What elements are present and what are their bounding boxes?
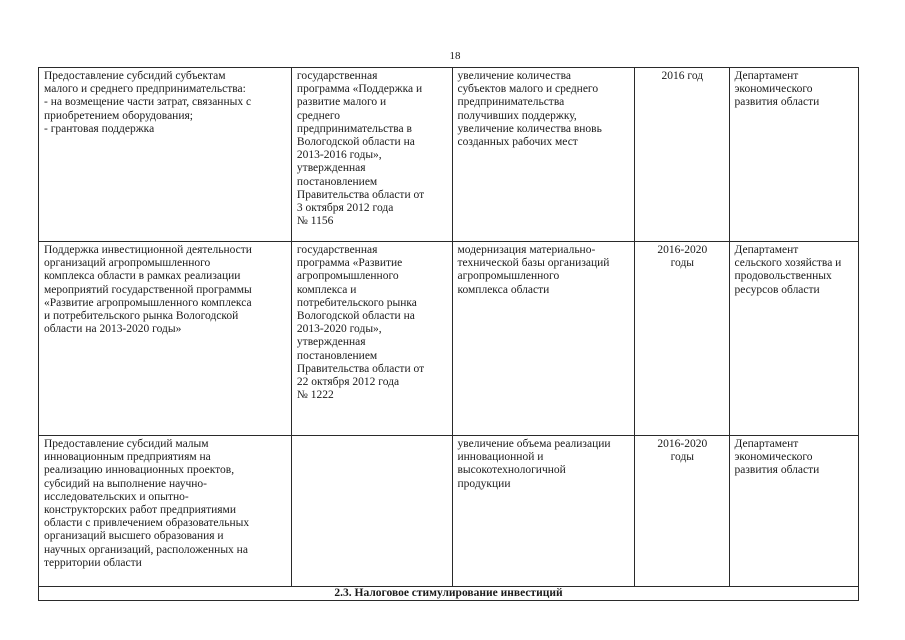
year-cell: 2016-2020 годы [635, 242, 729, 436]
section-heading-row [39, 587, 859, 601]
measure-cell: Поддержка инвестиционной деятельности организаций агропромышленного комплекса области в рамках реализации мероприятий государственной программы «Развитие агропромышленного комплекса и потребительского рынка Вологодской области на 2013-2020 годы» [39, 242, 292, 436]
program-cell: государственная программа «Поддержка и развитие малого и среднего предпринимательства в Вологодской области на 2013-2016 годы», утвержденная постановлением Правительства области от 3 октября 2012 года № 1156 [291, 68, 452, 242]
measures-table [38, 67, 859, 601]
table-row [39, 436, 859, 587]
year-cell: 2016-2020 годы [635, 436, 729, 587]
section-heading: 2.3. Налоговое стимулирование инвестиций [39, 587, 859, 601]
year-cell: 2016 год [635, 68, 729, 242]
program-cell [291, 436, 452, 587]
executor-cell: Департамент экономического развития области [729, 68, 859, 242]
executor-cell: Департамент сельского хозяйства и продовольственных ресурсов области [729, 242, 859, 436]
measure-cell: Предоставление субсидий малым инновационным предприятиям на реализацию инновационных проектов, субсидий на выполнение научно- исследовательских и опытно- конструкторских работ предприятиями области с привлечением образовательных организаций высшего образования и научных организаций, расположенных на территории области [39, 436, 292, 587]
table-row [39, 242, 859, 436]
result-cell: увеличение объема реализации инновационной и высокотехнологичной продукции [452, 436, 635, 587]
table-row [39, 68, 859, 242]
executor-cell: Департамент экономического развития области [729, 436, 859, 587]
result-cell: увеличение количества субъектов малого и среднего предпринимательства получивших поддержку, увеличение количества вновь созданных рабочих мест [452, 68, 635, 242]
page-number: 18 [449, 50, 461, 62]
program-cell: государственная программа «Развитие агропромышленного комплекса и потребительского рынка Вологодской области на 2013-2020 годы», утвержденная постановлением Правительства области от 22 октября 2012 года № 1222 [291, 242, 452, 436]
measure-cell: Предоставление субсидий субъектам малого и среднего предпринимательства: - на возмещение части затрат, связанных с приобретением оборудования; - грантовая поддержка [39, 68, 292, 242]
result-cell: модернизация материально- технической базы организаций агропромышленного комплекса области [452, 242, 635, 436]
